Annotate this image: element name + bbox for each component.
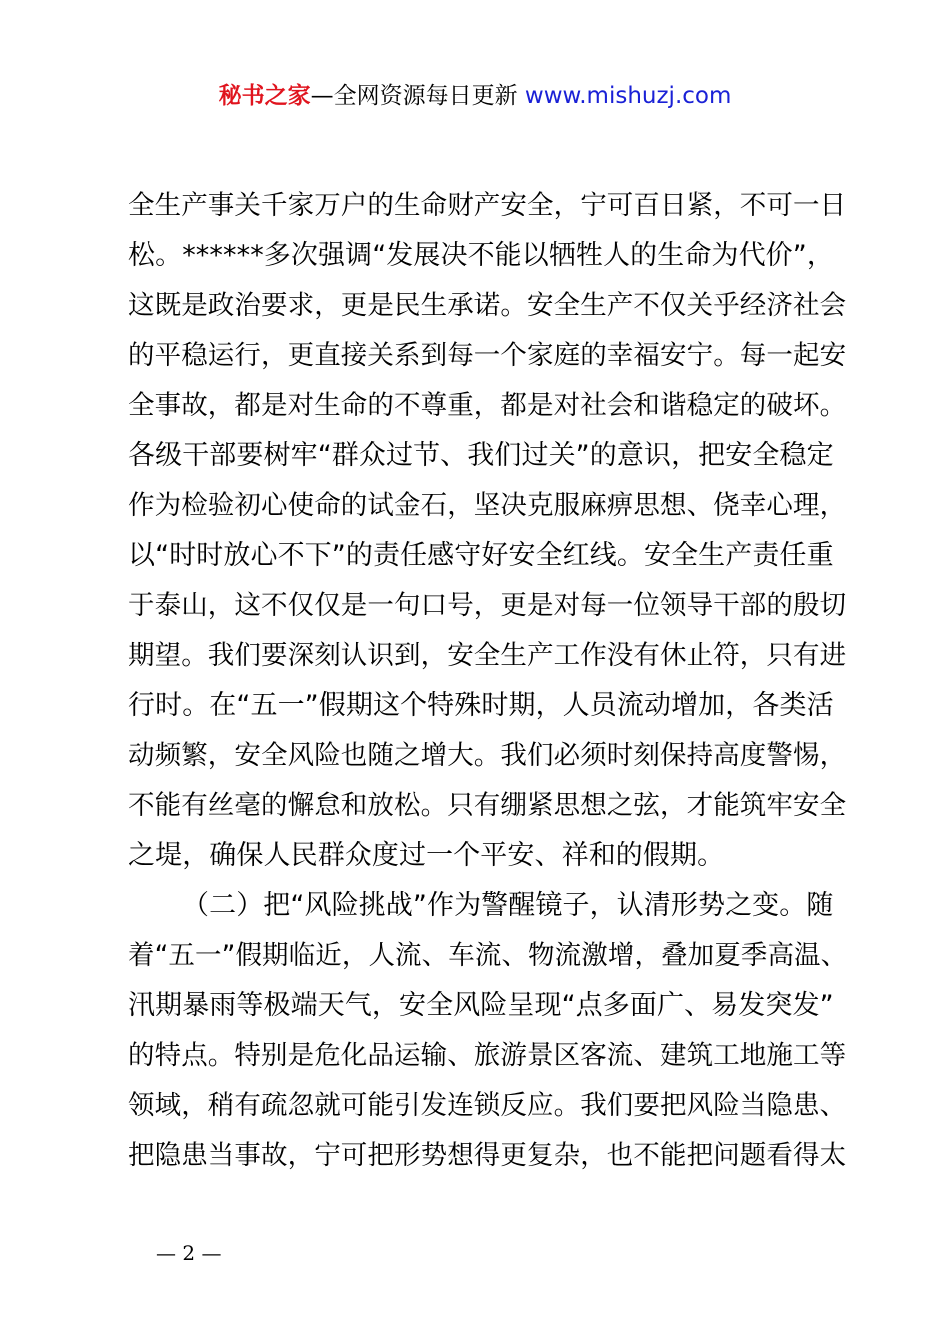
header-tagline: —全网资源每日更新 [310, 83, 518, 109]
text-line: 松。******多次强调“发展决不能以牺牲人的生命为代价”， [128, 240, 834, 271]
document-body [128, 181, 848, 1181]
text-line: 全生产事关千家万户的生命财产安全，宁可百日紧，不可一日 [128, 190, 847, 221]
text-line: 把隐患当事故，宁可把形势想得更复杂，也不能把问题看得太 [128, 1140, 847, 1171]
text-line: 全事故，都是对生命的不尊重，都是对社会和谐稳定的破坏。 [128, 390, 847, 421]
text-line: 的平稳运行，更直接关系到每一个家庭的幸福安宁。每一起安 [128, 340, 847, 371]
text-line: 各级干部要树牢“群众过节、我们过关”的意识，把安全稳定 [128, 440, 834, 471]
text-line: 领域，稍有疏忽就可能引发连锁反应。我们要把风险当隐患、 [128, 1090, 847, 1121]
header-brand: 秘书之家 [218, 83, 311, 109]
page-number: — 2 — [156, 1241, 222, 1265]
header-site-link[interactable]: www.mishuzj.com [524, 83, 732, 109]
text-line: 以“时时放心不下”的责任感守好安全红线。安全生产责任重 [128, 540, 834, 571]
text-line: 汛期暴雨等极端天气，安全风险呈现“点多面广、易发突发” [128, 990, 834, 1021]
text-line: 之堤，确保人民群众度过一个平安、祥和的假期。 [128, 840, 725, 871]
text-line: 于泰山，这不仅仅是一句口号，更是对每一位领导干部的殷切 [128, 590, 847, 621]
text-line: 这既是政治要求，更是民生承诺。安全生产不仅关乎经济社会 [128, 290, 847, 321]
text-line: 期望。我们要深刻认识到，安全生产工作没有休止符，只有进 [128, 640, 847, 671]
text-line: 动频繁，安全风险也随之增大。我们必须时刻保持高度警惕， [128, 740, 847, 771]
section-heading-line: （二）把“风险挑战”作为警醒镜子，认清形势之变。随 [182, 890, 834, 921]
text-line: 的特点。特别是危化品运输、旅游景区客流、建筑工地施工等 [128, 1040, 847, 1071]
text-line: 着“五一”假期临近，人流、车流、物流激增，叠加夏季高温、 [128, 940, 848, 971]
text-line: 不能有丝毫的懈怠和放松。只有绷紧思想之弦，才能筑牢安全 [128, 790, 847, 821]
text-line: 行时。在“五一”假期这个特殊时期，人员流动增加，各类活 [128, 690, 834, 721]
text-line: 作为检验初心使命的试金石，坚决克服麻痹思想、侥幸心理， [128, 490, 847, 521]
page-header [0, 80, 950, 112]
